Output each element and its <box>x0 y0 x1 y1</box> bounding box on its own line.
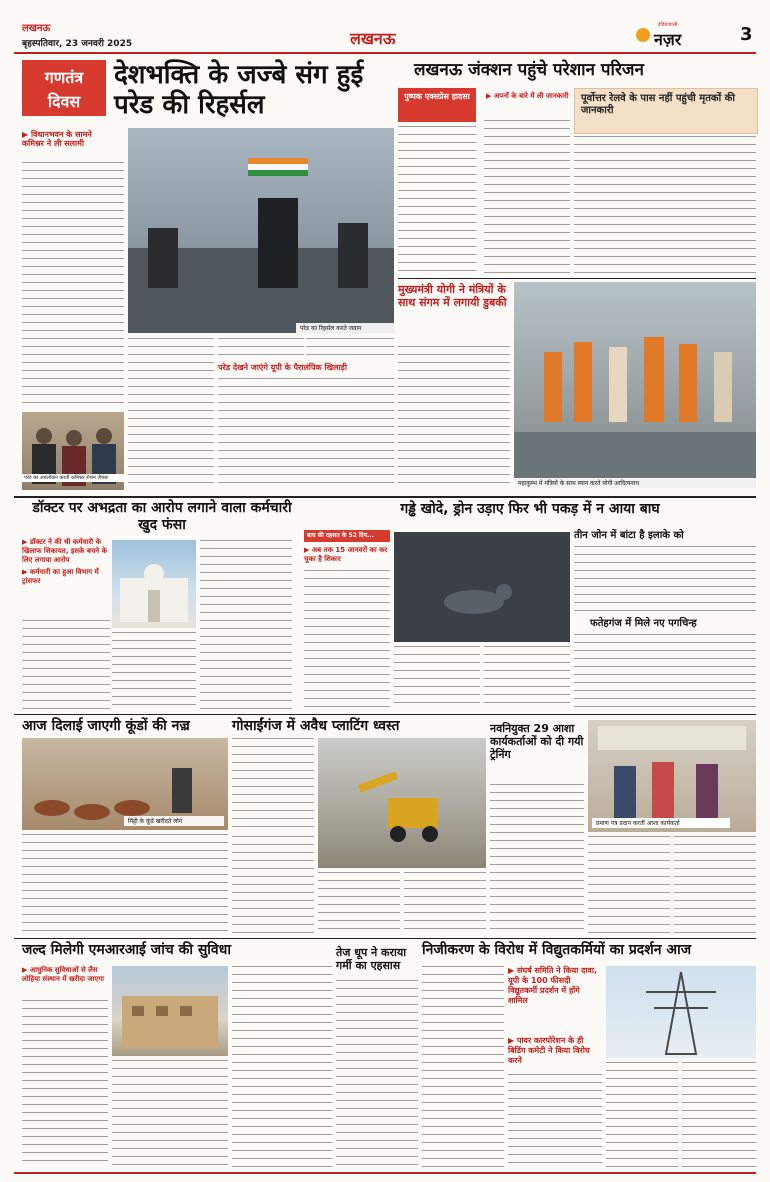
fatehganj-body <box>574 634 756 710</box>
yogi-photo-art <box>514 282 756 488</box>
three-zones-headline: तीन जोन में बांटा है इलाके को <box>574 530 684 541</box>
date-label: बृहस्पतिवार, 23 जनवरी 2025 <box>22 39 133 49</box>
tiger-body-col3 <box>484 646 570 710</box>
mri-body-col1 <box>22 1000 108 1168</box>
brand-logo <box>636 22 736 48</box>
doctor-body-col2 <box>112 632 196 710</box>
edition-label: लखनऊ <box>22 23 51 34</box>
parade-kicker-line2: कमिश्नर ने ली सलामी <box>22 139 84 149</box>
privatization-body-col4 <box>682 1062 756 1168</box>
mid-divider-1 <box>14 496 756 498</box>
pots-photo <box>22 738 228 830</box>
ner-box <box>574 88 758 134</box>
tiger-body-col1 <box>304 570 390 710</box>
power-tower-art <box>606 966 756 1058</box>
republic-day-line2: दिवस <box>47 92 81 111</box>
republic-day-line1: गणतंत्र <box>44 68 84 87</box>
mri-headline: जल्द मिलेगी एमआरआई जांच की सुविधा <box>22 942 231 958</box>
privatization-headline: निजीकरण के विरोध में विद्युतकर्मियों का प्रदर्शन आज <box>422 942 692 958</box>
plotting-headline: गोसाईंगंज में अवैध प्लाटिंग ध्वस्त <box>232 718 400 734</box>
asha-headline: नवनियुक्त 29 आशा कार्यकर्ताओं को दी गयी ट्रेनिंग <box>490 722 584 761</box>
triangle-bullet-icon: ▶ <box>508 966 517 975</box>
plotting-body-col3 <box>318 872 400 934</box>
tiger-night-photo <box>394 532 570 642</box>
junction-kicker2 <box>486 92 570 100</box>
junction-headline: लखनऊ जंक्शन पहुंचे परेशान परिजन <box>414 60 644 80</box>
parade-kicker-text: विधानभवन के सामने <box>30 130 92 139</box>
footer-rule <box>14 1172 756 1174</box>
section-title: लखनऊ <box>350 29 396 48</box>
bulldozer-photo <box>318 738 486 868</box>
mid-divider-3 <box>14 938 756 939</box>
doctor-kicker-bind: डॉक्टर ने की थी कर्मचारी के खिलाफ शिकायत, इसके बचने के लिए लगाया आरोप <box>22 538 107 564</box>
pots-headline: आज दिलाई जाएगी कूंडों की नज़्र <box>22 718 190 734</box>
three-zones-body <box>574 546 756 614</box>
asha-photo-caption: प्रमाण पत्र प्रदान करतीं आशा कार्यकर्ता <box>592 818 730 828</box>
section-divider <box>398 278 756 279</box>
masthead-rule <box>14 52 756 54</box>
brand-icon <box>636 28 650 42</box>
tiger-body-col2 <box>394 646 480 710</box>
tiger-kicker-box <box>304 530 390 542</box>
junction-kicker2-text: अपनों के बारे में ली जानकारी <box>493 92 569 100</box>
pots-photo-caption: मिट्टी के कूंडे खरीदते लोग <box>124 816 224 826</box>
tiger-headline: गड्ढे खोदे, ड्रोन उड़ाए फिर भी पकड़ में न आया बाघ <box>400 501 660 517</box>
asha-photo <box>588 720 756 832</box>
parade-photo-caption: परेड का रिहर्सल करते जवान <box>296 323 394 333</box>
doctor-kicker <box>22 538 110 586</box>
ner-headline: पूर्वोत्तर रेलवे के पास नहीं पहुंची मृतकों की जानकारी <box>581 93 735 116</box>
hospital-photo-art <box>112 540 196 628</box>
plotting-body-col2 <box>232 836 314 934</box>
mri-kicker-bind: आधुनिक सुविधाओं से लैस लोहिया संस्थान में खरीदा जाएगा <box>22 966 104 983</box>
parade-kicker-line1 <box>22 130 124 139</box>
asha-photo-art <box>588 720 756 832</box>
officials-photo-caption: परेड का अवलोकन करतीं कमिश्नर रोशन जैकब <box>22 474 128 482</box>
brand-name: नज़र <box>654 30 682 49</box>
power-tower-photo <box>606 966 756 1058</box>
asha-body-col2 <box>588 836 670 934</box>
parade-photo-art <box>128 128 394 333</box>
privatization-kicker2 <box>508 1036 602 1066</box>
mri-body-col2 <box>112 1060 228 1168</box>
doctor-headline: डॉक्टर पर अभद्रता का आरोप लगाने वाला कर्मचारी खुद फंसा <box>32 500 292 533</box>
tiger-photo-art <box>394 532 570 642</box>
plotting-body-col1 <box>232 738 314 832</box>
privatization-body-col2 <box>508 1074 602 1168</box>
parade-body-col3 <box>218 338 304 358</box>
hospital-photo <box>112 540 196 628</box>
parade-headline: देशभक्ति के जज्बे संग हुई परेड की रिहर्सल <box>114 60 364 120</box>
tiger-kicker: बाघ की दहशत के 52 दिन... <box>307 532 374 539</box>
paralympic-body <box>218 378 394 488</box>
parade-photo <box>128 128 394 333</box>
triangle-bullet-icon: ▶ <box>304 546 312 554</box>
privatization-body-col3 <box>606 1062 678 1168</box>
triangle-bullet-icon: ▶ <box>22 966 30 974</box>
doctor-body-col3 <box>200 540 292 710</box>
ner-body <box>574 136 756 276</box>
triangle-bullet-icon: ▶ <box>508 1036 517 1045</box>
mid-divider-2 <box>14 714 756 715</box>
paralympic-headline: परेड देखने जाएंगे यूपी के पैरालंपिक खिलाड़ी <box>218 363 347 372</box>
lohia-building-photo <box>112 966 228 1056</box>
tiger-kicker2 <box>304 546 390 564</box>
page-number: 3 <box>740 24 753 45</box>
junction-kicker: पुष्पक एक्सप्रेस हादसा <box>404 92 470 101</box>
asha-body-col3 <box>674 836 756 934</box>
fatehganj-headline: फतेहगंज में मिले नए पगचिन्ह <box>590 618 697 629</box>
yogi-headline: मुख्यमंत्री योगी ने मंत्रियों के साथ संगम में लगायी डुबकी <box>398 283 507 309</box>
doctor-body-col1 <box>22 620 110 710</box>
yogi-body <box>398 346 510 486</box>
tiger-kicker2-bind: अब तक 15 जानवरों का कर चुका है शिकार <box>304 546 388 563</box>
privatization-kicker2-bind: पावर कारपोरेशन के ही बिडिंग कमेटी ने किया विरोध करने <box>508 1036 590 1065</box>
republic-day-box <box>22 60 106 116</box>
sun-body <box>336 980 418 1168</box>
bulldozer-photo-art <box>318 738 486 868</box>
junction-kicker-box <box>398 88 476 122</box>
doctor-kicker-text <box>22 538 110 565</box>
privatization-kicker1 <box>508 966 602 1006</box>
parade-body-col2 <box>128 338 214 488</box>
yogi-photo <box>514 282 756 488</box>
parade-body-col4 <box>306 338 394 358</box>
triangle-bullet-icon: ▶ <box>22 568 30 576</box>
mri-body-col3 <box>232 966 332 1168</box>
masthead <box>0 0 770 52</box>
parade-kicker <box>22 130 124 148</box>
brand-tagline: इंडियावाली <box>658 22 678 28</box>
asha-body-col1 <box>490 784 584 934</box>
lohia-photo-art <box>112 966 228 1056</box>
plotting-body-col4 <box>404 872 486 934</box>
pots-body <box>22 834 228 934</box>
sun-headline: तेज धूप ने कराया गर्मी का एहसास <box>336 946 407 972</box>
junction-body-col1 <box>398 126 476 276</box>
parade-body-col1 <box>22 162 124 408</box>
privatization-kicker1-bind: संघर्ष समिति ने किया दावा, यूपी के 100 फीसदी विद्युतकर्मी प्रदर्शन में होंगे शामिल <box>508 966 597 1005</box>
junction-body-col2 <box>484 120 570 276</box>
yogi-photo-caption: महाकुम्भ में मंत्रियों के साथ स्नान करते योगी आदित्यनाथ <box>514 478 756 488</box>
privatization-body-col1 <box>422 966 504 1168</box>
doctor-kicker2 <box>22 568 110 586</box>
mri-kicker <box>22 966 108 984</box>
triangle-bullet-icon: ▶ <box>22 538 30 546</box>
triangle-bullet-icon: ▶ <box>486 92 494 100</box>
doctor-kicker2-bind: कर्मचारी का हुआ विभाग में ट्रांसफर <box>22 568 99 585</box>
triangle-bullet-icon: ▶ <box>22 130 31 139</box>
